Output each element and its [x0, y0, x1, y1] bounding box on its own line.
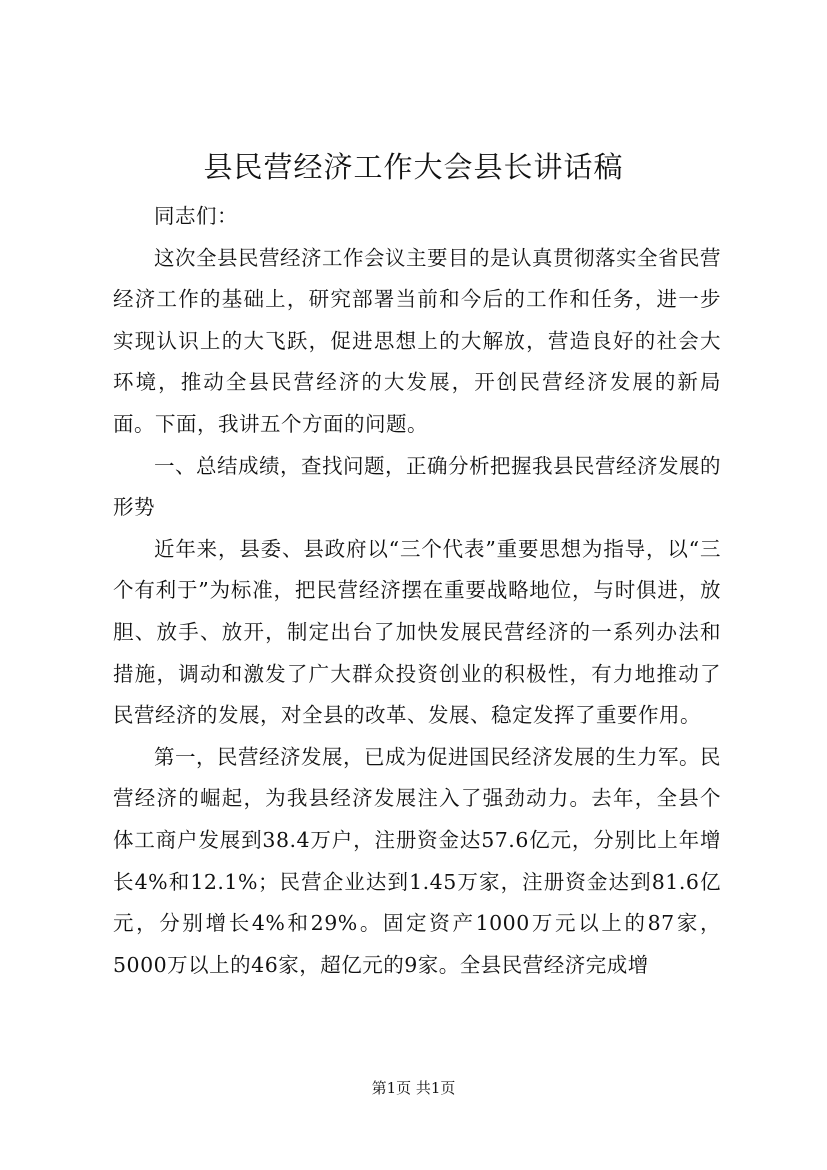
- document-body: [113, 196, 721, 986]
- section-heading-1: 一、总结成绩，查找问题，正确分析把握我县民营经济发展的形势: [113, 453, 721, 520]
- body-paragraph: 第一，民营经济发展，已成为促进国民经济发展的生力军。民营经济的崛起，为我县经济发展注入了强劲动力。去年，全县个体工商户发展到38.4万户，注册资金达57.6亿元，分别比上年增长4%和12.1%；民营企业达到1.45万家，注册资金达到81.6亿元，分别增长4%和29%。固定资产1000万元以上的87家，5000万以上的46家，超亿元的9家。全县民营经济完成增: [113, 744, 721, 977]
- body-paragraph: 近年来，县委、县政府以“三个代表”重要思想为指导，以“三个有利于”为标准，把民营经济摆在重要战略地位，与时俱进，放胆、放手、放开，制定出台了加快发展民营经济的一系列办法和措施，调动和激发了广大群众投资创业的积极性，有力地推动了民营经济的发展，对全县的改革、发展、稳定发挥了重要作用。: [113, 536, 721, 728]
- intro-paragraph: 这次全县民营经济工作会议主要目的是认真贯彻落实全省民营经济工作的基础上，研究部署当前和今后的工作和任务，进一步实现认识上的大飞跃，促进思想上的大解放，营造良好的社会大环境，推动全县民营经济的大发展，开创民营经济发展的新局面。下面，我讲五个方面的问题。: [113, 245, 721, 436]
- page-number-footer: 第1页 共1页: [371, 1079, 456, 1097]
- salutation-paragraph: 同志们：: [154, 204, 238, 228]
- document-title: 县民营经济工作大会县长讲话稿: [203, 150, 624, 184]
